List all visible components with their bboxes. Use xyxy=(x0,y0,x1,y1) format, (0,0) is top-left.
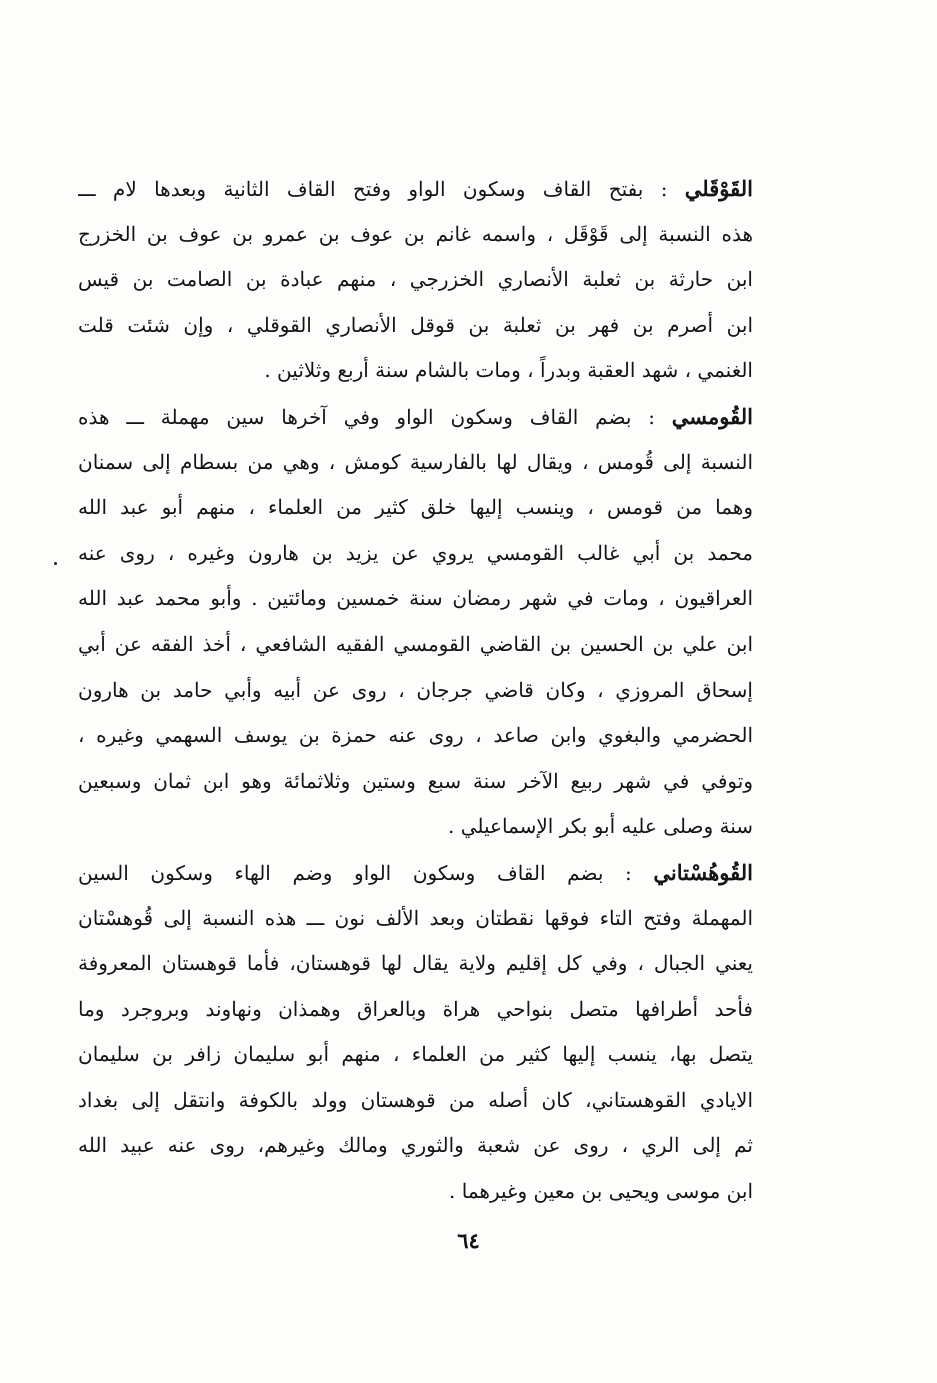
entry-headword: القُومسي xyxy=(671,403,753,429)
text-line: العراقيون ، ومات في شهر رمضان سنة خمسين ومائتين . وأبو محمد عبد الله xyxy=(78,586,753,611)
page-body xyxy=(78,166,753,1215)
scan-speck xyxy=(54,562,57,565)
text-line: إسحاق المروزي ، وكان قاضي جرجان ، روى عن أبيه وأبي حامد بن هارون xyxy=(78,677,753,702)
entry-quhistani xyxy=(78,850,753,1215)
entry-headword: القُوهُسْتاني xyxy=(653,859,753,885)
entry-definition-start: : بفتح القاف وسكون الواو وفتح القاف الثانية وبعدها لام ـــ xyxy=(78,177,685,201)
text-line: الغنمي ، شهد العقبة وبدراً ، ومات بالشام سنة أربع وثلاثين . xyxy=(264,358,753,383)
text-line: المهملة وفتح التاء فوقها نقطتان وبعد الألف نون ـــ هذه النسبة إلى قُوهسْتان xyxy=(78,905,753,930)
entry-first-line xyxy=(78,166,753,212)
text-line: الحضرمي والبغوي وابن صاعد ، روى عنه حمزة بن يوسف السهمي وغيره ، xyxy=(78,723,753,748)
text-line: ابن حارثة بن ثعلبة الأنصاري الخزرجي ، منهم عبادة بن الصامت بن قيس xyxy=(78,267,753,292)
text-line: وتوفي في شهر ربيع الآخر سنة سبع وستين وثلاثمائة وهو ابن ثمان وسبعين xyxy=(78,768,753,793)
entry-first-line xyxy=(78,850,753,896)
text-line: ابن علي بن الحسين بن القاضي القومسي الفقيه الشافعي ، أخذ الفقه عن أبي xyxy=(78,631,753,656)
entry-first-line xyxy=(78,394,753,440)
text-line: فأحد أطرافها متصل بنواحي هراة وبالعراق وهمذان ونهاوند وبروجرد وما xyxy=(78,996,753,1021)
text-line: وهما من قومس ، وينسب إليها خلق كثير من العلماء ، منهم أبو عبد الله xyxy=(78,495,753,520)
entry-qawqali xyxy=(78,166,753,394)
text-line: سنة وصلى عليه أبو بكر الإسماعيلي . xyxy=(448,814,753,839)
text-line: يتصل بها، ينسب إليها كثير من العلماء ، منهم أبو سليمان زافر بن سليمان xyxy=(78,1042,753,1067)
entry-definition-start: : بضم القاف وسكون الواو وضم الهاء وسكون السين xyxy=(78,860,654,885)
text-line: ابن أصرم بن فهر بن ثعلبة بن قوقل الأنصاري القوقلي ، وإن شئت قلت xyxy=(78,312,753,337)
text-line: ابن موسى ويحيى بن معين وغيرهما . xyxy=(449,1179,753,1204)
page-number: ٦٤ xyxy=(457,1228,480,1253)
text-line: يعني الجبال ، وفي كل إقليم ولاية يقال لها قوهستان، فأما قوهستان المعروفة xyxy=(78,951,753,976)
entry-qumasi xyxy=(78,394,753,850)
text-line: الايادي القوهستاني، كان أصله من قوهستان وولد بالكوفة وانتقل إلى بغداد xyxy=(78,1087,753,1112)
text-line: محمد بن أبي غالب القومسي يروي عن يزيد بن هارون وغيره ، روى عنه xyxy=(78,540,753,565)
text-line: هذه النسبة إلى قَوْقَل ، واسمه غانم بن عوف بن عمرو بن عوف بن الخزرج xyxy=(78,221,753,246)
text-line: ثم إلى الري ، روى عن شعبة والثوري ومالك وغيرهم، روى عنه عبيد الله xyxy=(78,1133,753,1158)
text-line: النسبة إلى قُومس ، ويقال لها بالفارسية كومش ، وهي من بسطام إلى سمنان xyxy=(78,449,753,474)
entry-definition-start: : بضم القاف وسكون الواو وفي آخرها سين مهملة ـــ هذه xyxy=(78,404,672,429)
entry-headword: القَوْقَلي xyxy=(684,176,753,201)
